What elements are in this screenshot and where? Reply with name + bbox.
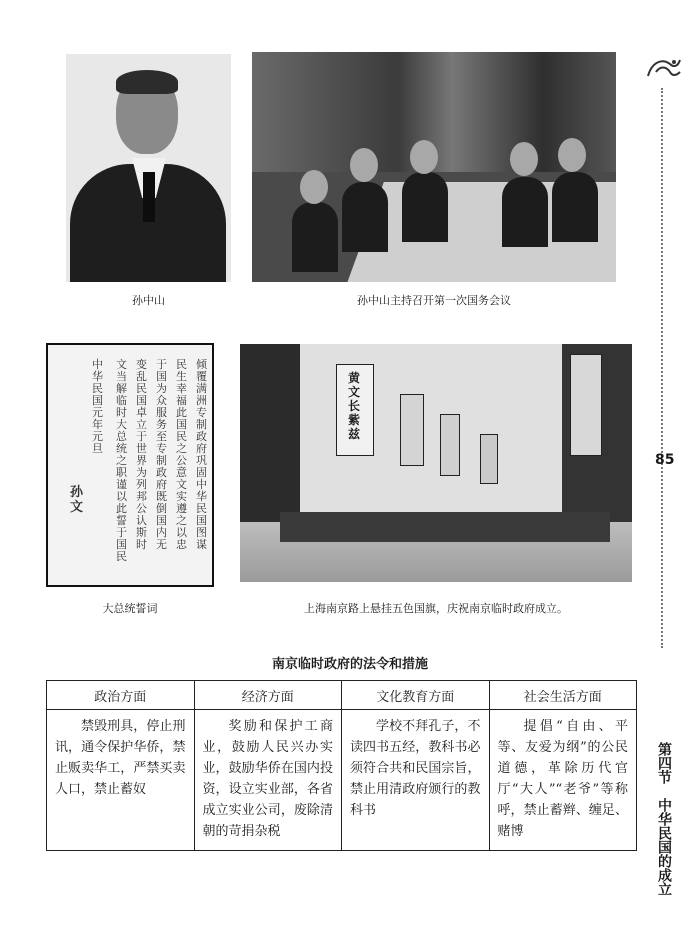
measures-table (46, 680, 637, 851)
table-cell: 提倡“自由、平等、友爱为纲”的公民道德，革除历代官厅“大人”“老爷”等称呼，禁止蓄辫、缠足、赌博 (489, 710, 637, 851)
table-cell: 禁毁刑具，停止刑讯，通令保护华侨，禁止贩卖华工，严禁买卖人口，禁止蓄奴 (47, 710, 195, 851)
street-caption: 上海南京路上悬挂五色国旗，庆祝南京临时政府成立。 (304, 602, 568, 615)
portrait-photo (66, 54, 231, 282)
oath-calligraphy (46, 343, 214, 587)
oath-column: 中华民国元年元旦 (92, 358, 103, 455)
meeting-photo (252, 52, 616, 282)
table-header: 社会生活方面 (489, 681, 637, 710)
oath-caption: 大总统誓词 (102, 602, 158, 615)
page-number: 85 (655, 452, 675, 468)
meeting-caption: 孙中山主持召开第一次国务会议 (357, 294, 511, 307)
portrait-caption: 孙中山 (132, 294, 165, 307)
table-header: 经济方面 (194, 681, 342, 710)
street-photo (240, 344, 632, 582)
oath-column: 变乱民国卓立于世界为列邦公认斯时 (136, 358, 147, 551)
table-cell: 学校不拜孔子，不读四书五经，教科书必须符合共和民国宗旨，禁止用清政府颁行的教科书 (342, 710, 490, 851)
table-title: 南京临时政府的法令和措施 (271, 657, 428, 672)
street-banner: 黄文长紫兹 (336, 364, 374, 456)
oath-column: 倾覆满洲专制政府巩固中华民国图谋 (196, 358, 207, 551)
margin-dotted-line (661, 88, 665, 648)
table-cell: 奖励和保护工商业，鼓励人民兴办实业，鼓励华侨在国内投资，设立实业部，各省成立实业公司，废除清朝的苛捐杂税 (194, 710, 342, 851)
oath-column: 民生幸福此国民之公意文实遵之以忠 (176, 358, 187, 551)
section-label: 第四节 中华民国的成立 (656, 742, 672, 896)
oath-column: 文当解临时大总统之职谨以此誓于国民 (116, 358, 127, 563)
table-header: 文化教育方面 (342, 681, 490, 710)
oath-signature: 孙文 (70, 485, 84, 515)
oath-column: 于国为众服务至专制政府既倒国内无 (156, 358, 167, 551)
dragon-ornament-icon (644, 54, 684, 84)
table-header: 政治方面 (47, 681, 195, 710)
